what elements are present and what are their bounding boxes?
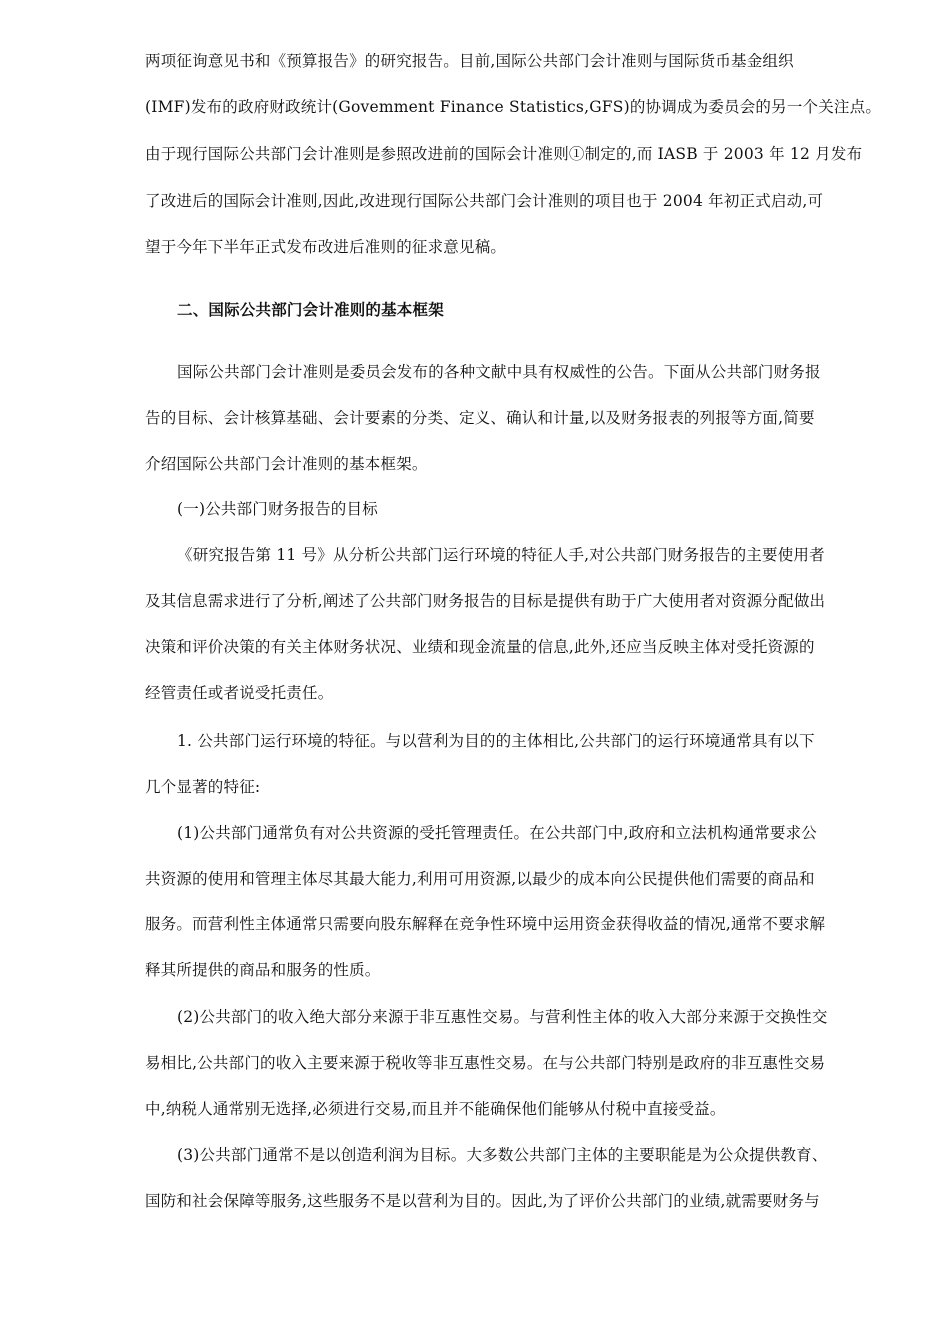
paragraph-line: 国防和社会保障等服务,这些服务不是以营利为目的。因此,为了评价公共部门的业绩,就需要财务与 (145, 1192, 820, 1210)
paragraph-line: 几个显著的特征: (145, 778, 261, 796)
paragraph-line: 决策和评价决策的有关主体财务状况、业绩和现金流量的信息,此外,还应当反映主体对受托资源的 (145, 638, 815, 656)
paragraph-line: (1)公共部门通常负有对公共资源的受托管理责任。在公共部门中,政府和立法机构通常要求公 (177, 824, 817, 842)
paragraph-line: 1. 公共部门运行环境的特征。与以营利为目的的主体相比,公共部门的运行环境通常具有以下 (177, 732, 815, 750)
paragraph-line: 《研究报告第 11 号》从分析公共部门运行环境的特征人手,对公共部门财务报告的主要使用者 (177, 546, 825, 564)
paragraph-line: 望于今年下半年正式发布改进后准则的征求意见稿。 (145, 238, 507, 256)
paragraph-line: 共资源的使用和管理主体尽其最大能力,利用可用资源,以最少的成本向公民提供他们需要的商品和 (145, 870, 815, 888)
paragraph-line: 介绍国际公共部门会计准则的基本框架。 (145, 455, 428, 473)
paragraph-line: 中,纳税人通常别无选择,必须进行交易,而且并不能确保他们能够从付税中直接受益。 (145, 1100, 726, 1118)
paragraph-line: 国际公共部门会计准则是委员会发布的各种文献中具有权威性的公告。下面从公共部门财务报 (177, 363, 821, 381)
paragraph-line: (IMF)发布的政府财政统计(Govemment Finance Statistics,GFS)的协调成为委员会的另一个关注点。 (145, 98, 882, 116)
paragraph-line: 易相比,公共部门的收入主要来源于税收等非互惠性交易。在与公共部门特别是政府的非互惠性交易 (145, 1054, 826, 1072)
paragraph-line: 由于现行国际公共部门会计准则是参照改进前的国际会计准则①制定的,而 IASB 于 2003 年 12 月发布 (145, 145, 863, 163)
paragraph-line: (2)公共部门的收入绝大部分来源于非互惠性交易。与营利性主体的收入大部分来源于交换性交 (177, 1008, 828, 1026)
paragraph-line: 告的目标、会计核算基础、会计要素的分类、定义、确认和计量,以及财务报表的列报等方面,简要 (145, 409, 815, 427)
section-heading: 二、国际公共部门会计准则的基本框架 (177, 301, 444, 319)
paragraph-line: 服务。而营利性主体通常只需要向股东解释在竞争性环境中运用资金获得收益的情况,通常不要求解 (145, 915, 826, 933)
subsection-heading: (一)公共部门财务报告的目标 (177, 500, 378, 518)
paragraph-line: 两项征询意见书和《预算报告》的研究报告。目前,国际公共部门会计准则与国际货币基金组织 (145, 52, 794, 70)
paragraph-line: 了改进后的国际会计准则,因此,改进现行国际公共部门会计准则的项目也于 2004 年初正式启动,可 (145, 192, 824, 210)
paragraph-line: 及其信息需求进行了分析,阐述了公共部门财务报告的目标是提供有助于广大使用者对资源分配做出 (145, 592, 826, 610)
paragraph-line: (3)公共部门通常不是以创造利润为目标。大多数公共部门主体的主要职能是为公众提供教育、 (177, 1146, 828, 1164)
paragraph-line: 释其所提供的商品和服务的性质。 (145, 961, 381, 979)
paragraph-line: 经管责任或者说受托责任。 (145, 684, 334, 702)
